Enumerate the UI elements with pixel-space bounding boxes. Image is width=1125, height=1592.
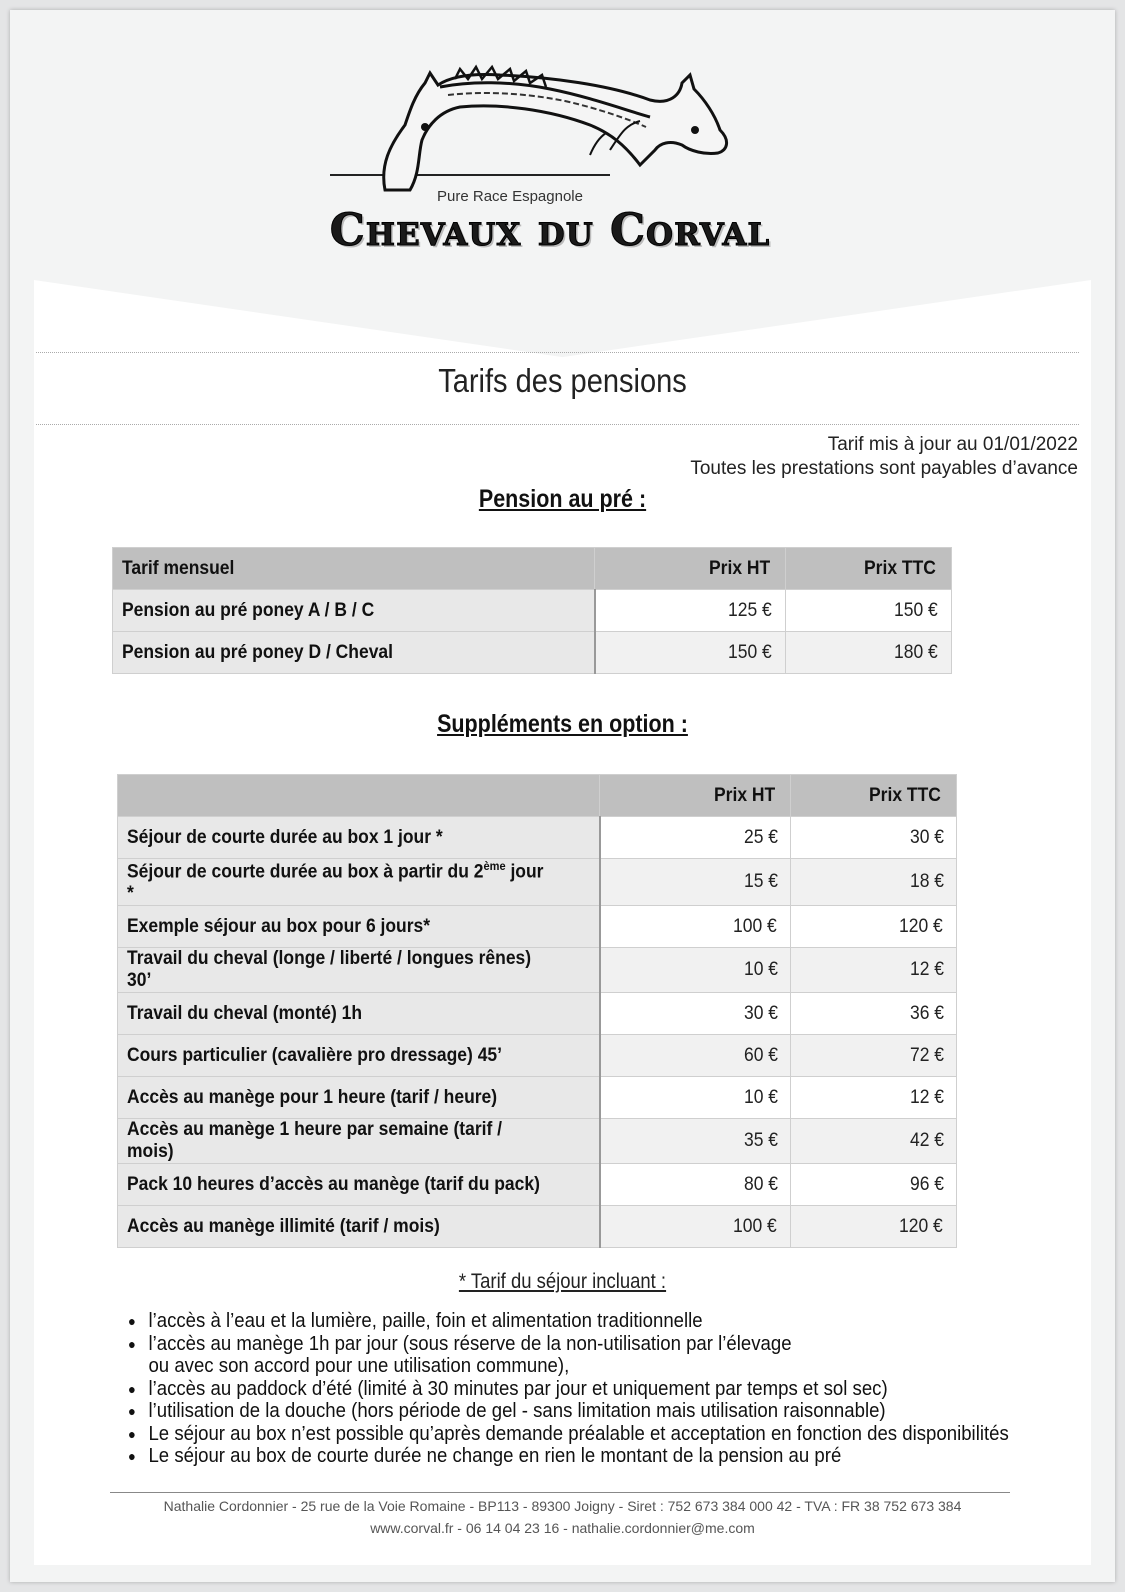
table-row: [118, 1035, 957, 1077]
price-ttc: 36 €: [791, 993, 957, 1035]
row-label: Accès au manège 1 heure par semaine (tarif / mois): [118, 1119, 600, 1164]
footer-divider: [110, 1492, 1010, 1493]
update-note: [690, 433, 1078, 481]
table-row: [118, 1206, 957, 1248]
price-ht: 100 €: [600, 1206, 791, 1248]
supplements-table: [117, 774, 957, 1248]
price-ht: 80 €: [600, 1164, 791, 1206]
row-label: Séjour de courte durée au box 1 jour *: [118, 817, 600, 859]
row-label: Pack 10 heures d’accès au manège (tarif du pack): [118, 1164, 600, 1206]
horse-heads-icon: [310, 55, 790, 205]
column-header: Tarif mensuel: [113, 548, 595, 590]
divider-bottom: [36, 424, 1079, 425]
table-row: [118, 993, 957, 1035]
table-row: [118, 1119, 957, 1164]
row-label: Séjour de courte durée au box à partir du 2ème jour *: [118, 859, 600, 906]
column-header: Prix TTC: [786, 548, 952, 590]
row-label: Pension au pré poney A / B / C: [113, 590, 595, 632]
table-row: [113, 590, 952, 632]
price-ht: 150 €: [595, 632, 786, 674]
list-item: ● l’utilisation de la douche (hors période de gel - sans limitation mais utilisation raisonnable): [128, 1400, 1097, 1423]
price-ttc: 12 €: [791, 1077, 957, 1119]
price-ttc: 12 €: [791, 948, 957, 993]
price-ht: 25 €: [600, 817, 791, 859]
pension-table: [112, 547, 952, 674]
brand-logo: [310, 55, 790, 260]
row-label: Accès au manège pour 1 heure (tarif / heure): [118, 1077, 600, 1119]
pension-heading: Pension au pré :: [478, 485, 647, 513]
column-header: Prix HT: [595, 548, 786, 590]
divider-top: [36, 352, 1079, 353]
price-ttc: 30 €: [791, 817, 957, 859]
list-item: ● l’accès au manège 1h par jour (sous réserve de la non-utilisation par l’élevage ou avec son accord pour une utilisation commune),: [128, 1333, 1097, 1378]
price-ht: 100 €: [600, 906, 791, 948]
footer-address: Nathalie Cordonnier - 25 rue de la Voie Romaine - BP113 - 89300 Joigny - Siret : 752 673 384 000 42 - TVA : FR 38 752 673 384: [163, 1498, 962, 1514]
logo-subtitle: Pure Race Espagnole: [437, 188, 583, 205]
footer-contact: www.corval.fr - 06 14 04 23 16 - nathalie.cordonnier@me.com: [370, 1520, 755, 1536]
logo-wordmark: Chevaux du Corval: [329, 205, 771, 256]
price-ht: 60 €: [600, 1035, 791, 1077]
price-ttc: 18 €: [791, 859, 957, 906]
table-header-row: [113, 548, 952, 590]
list-item: ● l’accès au paddock d’été (limité à 30 minutes par jour et uniquement par temps et sol sec): [128, 1378, 1097, 1401]
price-ttc: 120 €: [791, 1206, 957, 1248]
column-header: [118, 775, 600, 817]
table-row: [118, 906, 957, 948]
price-ttc: 150 €: [786, 590, 952, 632]
row-label: Exemple séjour au box pour 6 jours*: [118, 906, 600, 948]
price-ttc: 180 €: [786, 632, 952, 674]
table-row: [118, 817, 957, 859]
list-item: ● Le séjour au box n’est possible qu’après demande préalable et acceptation en fonction des disponibilités: [128, 1423, 1097, 1446]
table-row: [118, 859, 957, 906]
update-date: Tarif mis à jour au 01/01/2022: [827, 434, 1078, 455]
table-row: [118, 1164, 957, 1206]
price-ht: 10 €: [600, 1077, 791, 1119]
inclusions-list: [128, 1310, 1088, 1468]
table-header-row: [118, 775, 957, 817]
column-header: Prix HT: [600, 775, 791, 817]
price-ttc: 72 €: [791, 1035, 957, 1077]
column-header: Prix TTC: [791, 775, 957, 817]
payment-note: Toutes les prestations sont payables d’avance: [690, 458, 1078, 479]
price-ht: 15 €: [600, 859, 791, 906]
list-item: ● Le séjour au box de courte durée ne change en rien le montant de la pension au pré: [128, 1445, 1097, 1468]
price-ht: 30 €: [600, 993, 791, 1035]
row-label: Travail du cheval (longe / liberté / longues rênes) 30’: [118, 948, 600, 993]
inclusions-heading: * Tarif du séjour incluant :: [458, 1270, 667, 1293]
table-row: [118, 1077, 957, 1119]
row-label: Accès au manège illimité (tarif / mois): [118, 1206, 600, 1248]
page-title: Tarifs des pensions: [438, 362, 687, 399]
supplements-heading: Suppléments en option :: [437, 710, 688, 738]
table-row: [113, 632, 952, 674]
row-label: Cours particulier (cavalière pro dressage) 45’: [118, 1035, 600, 1077]
price-ht: 35 €: [600, 1119, 791, 1164]
price-ttc: 96 €: [791, 1164, 957, 1206]
price-ttc: 42 €: [791, 1119, 957, 1164]
row-label: Travail du cheval (monté) 1h: [118, 993, 600, 1035]
list-item: ● l’accès à l’eau et la lumière, paille, foin et alimentation traditionnelle: [128, 1310, 1097, 1333]
row-label: Pension au pré poney D / Cheval: [113, 632, 595, 674]
table-row: [118, 948, 957, 993]
price-ht: 10 €: [600, 948, 791, 993]
price-ttc: 120 €: [791, 906, 957, 948]
price-ht: 125 €: [595, 590, 786, 632]
